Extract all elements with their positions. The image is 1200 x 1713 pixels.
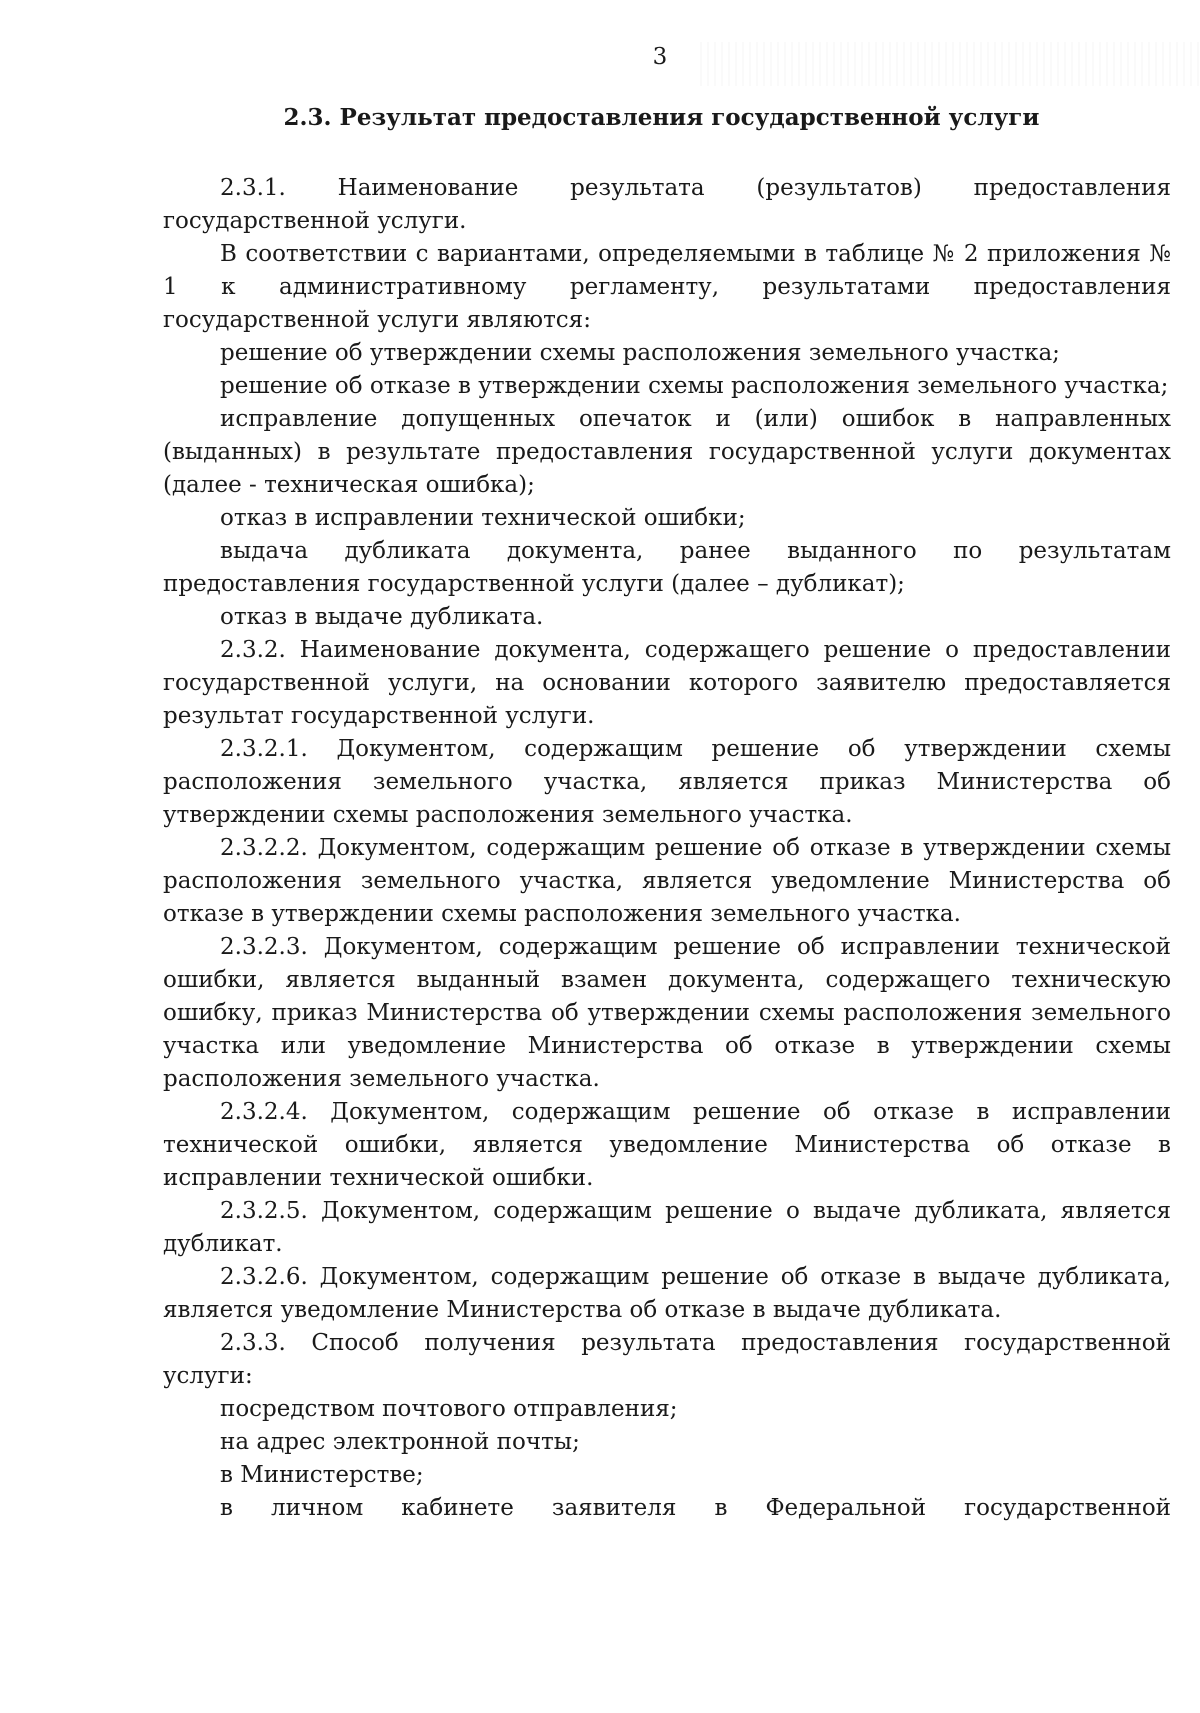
document-body: [163, 172, 1171, 1525]
paragraph-results-intro: В соответствии с вариантами, определяемыми в таблице № 2 приложения № 1 к административному регламенту, результатами предоставления государственной услуги являются:: [163, 241, 1171, 333]
list-item-personal-account: в личном кабинете заявителя в Федеральной государственной: [220, 1495, 1171, 1521]
paragraph-2-3-2-2: 2.3.2.2. Документом, содержащим решение об отказе в утверждении схемы расположения земельного участка, является уведомление Министерства об отказе в утверждении схемы расположения земельного участка.: [163, 835, 1171, 927]
section-title: 2.3. Результат предоставления государственной услуги: [283, 104, 1040, 131]
list-item-duplicate-refusal: отказ в выдаче дубликата.: [220, 604, 544, 630]
list-item-approval-decision: решение об утверждении схемы расположения земельного участка;: [220, 340, 1060, 366]
paragraph-2-3-2-5: 2.3.2.5. Документом, содержащим решение о выдаче дубликата, является дубликат.: [163, 1198, 1171, 1257]
paragraph-2-3-3: 2.3.3. Способ получения результата предоставления государственной услуги:: [163, 1330, 1171, 1389]
list-item-error-correction: исправление допущенных опечаток и (или) ошибок в направленных (выданных) в результате предоставления государственной услуги документах (далее - техническая ошибка);: [163, 406, 1171, 498]
paragraph-2-3-2: 2.3.2. Наименование документа, содержащего решение о предоставлении государственной услуги, на основании которого заявителю предоставляется результат государственной услуги.: [163, 637, 1171, 729]
list-item-correction-refusal: отказ в исправлении технической ошибки;: [220, 505, 746, 531]
paragraph-2-3-2-6: 2.3.2.6. Документом, содержащим решение об отказе в выдаче дубликата, является уведомление Министерства об отказе в выдаче дубликата.: [163, 1264, 1171, 1323]
paragraph-2-3-2-4: 2.3.2.4. Документом, содержащим решение об отказе в исправлении технической ошибки, является уведомление Министерства об отказе в исправлении технической ошибки.: [163, 1099, 1171, 1191]
list-item-email: на адрес электронной почты;: [220, 1429, 580, 1455]
list-item-duplicate-issue: выдача дубликата документа, ранее выданного по результатам предоставления государственной услуги (далее – дубликат);: [163, 538, 1171, 597]
paragraph-2-3-2-3: 2.3.2.3. Документом, содержащим решение об исправлении технической ошибки, является выданный взамен документа, содержащего техническую ошибку, приказ Министерства об утверждении схемы расположения земельного участка или уведомление Министерства об отказе в утверждении схемы расположения земельного участка.: [163, 934, 1171, 1092]
paragraph-2-3-1: 2.3.1. Наименование результата (результатов) предоставления государственной услуги.: [163, 175, 1171, 234]
paragraph-2-3-2-1: 2.3.2.1. Документом, содержащим решение об утверждении схемы расположения земельного участка, является приказ Министерства об утверждении схемы расположения земельного участка.: [163, 736, 1171, 828]
list-item-refusal-decision: решение об отказе в утверждении схемы расположения земельного участка;: [220, 373, 1169, 399]
page-number: 3: [652, 44, 668, 70]
list-item-ministry: в Министерстве;: [220, 1462, 424, 1488]
list-item-postal: посредством почтового отправления;: [220, 1396, 678, 1422]
